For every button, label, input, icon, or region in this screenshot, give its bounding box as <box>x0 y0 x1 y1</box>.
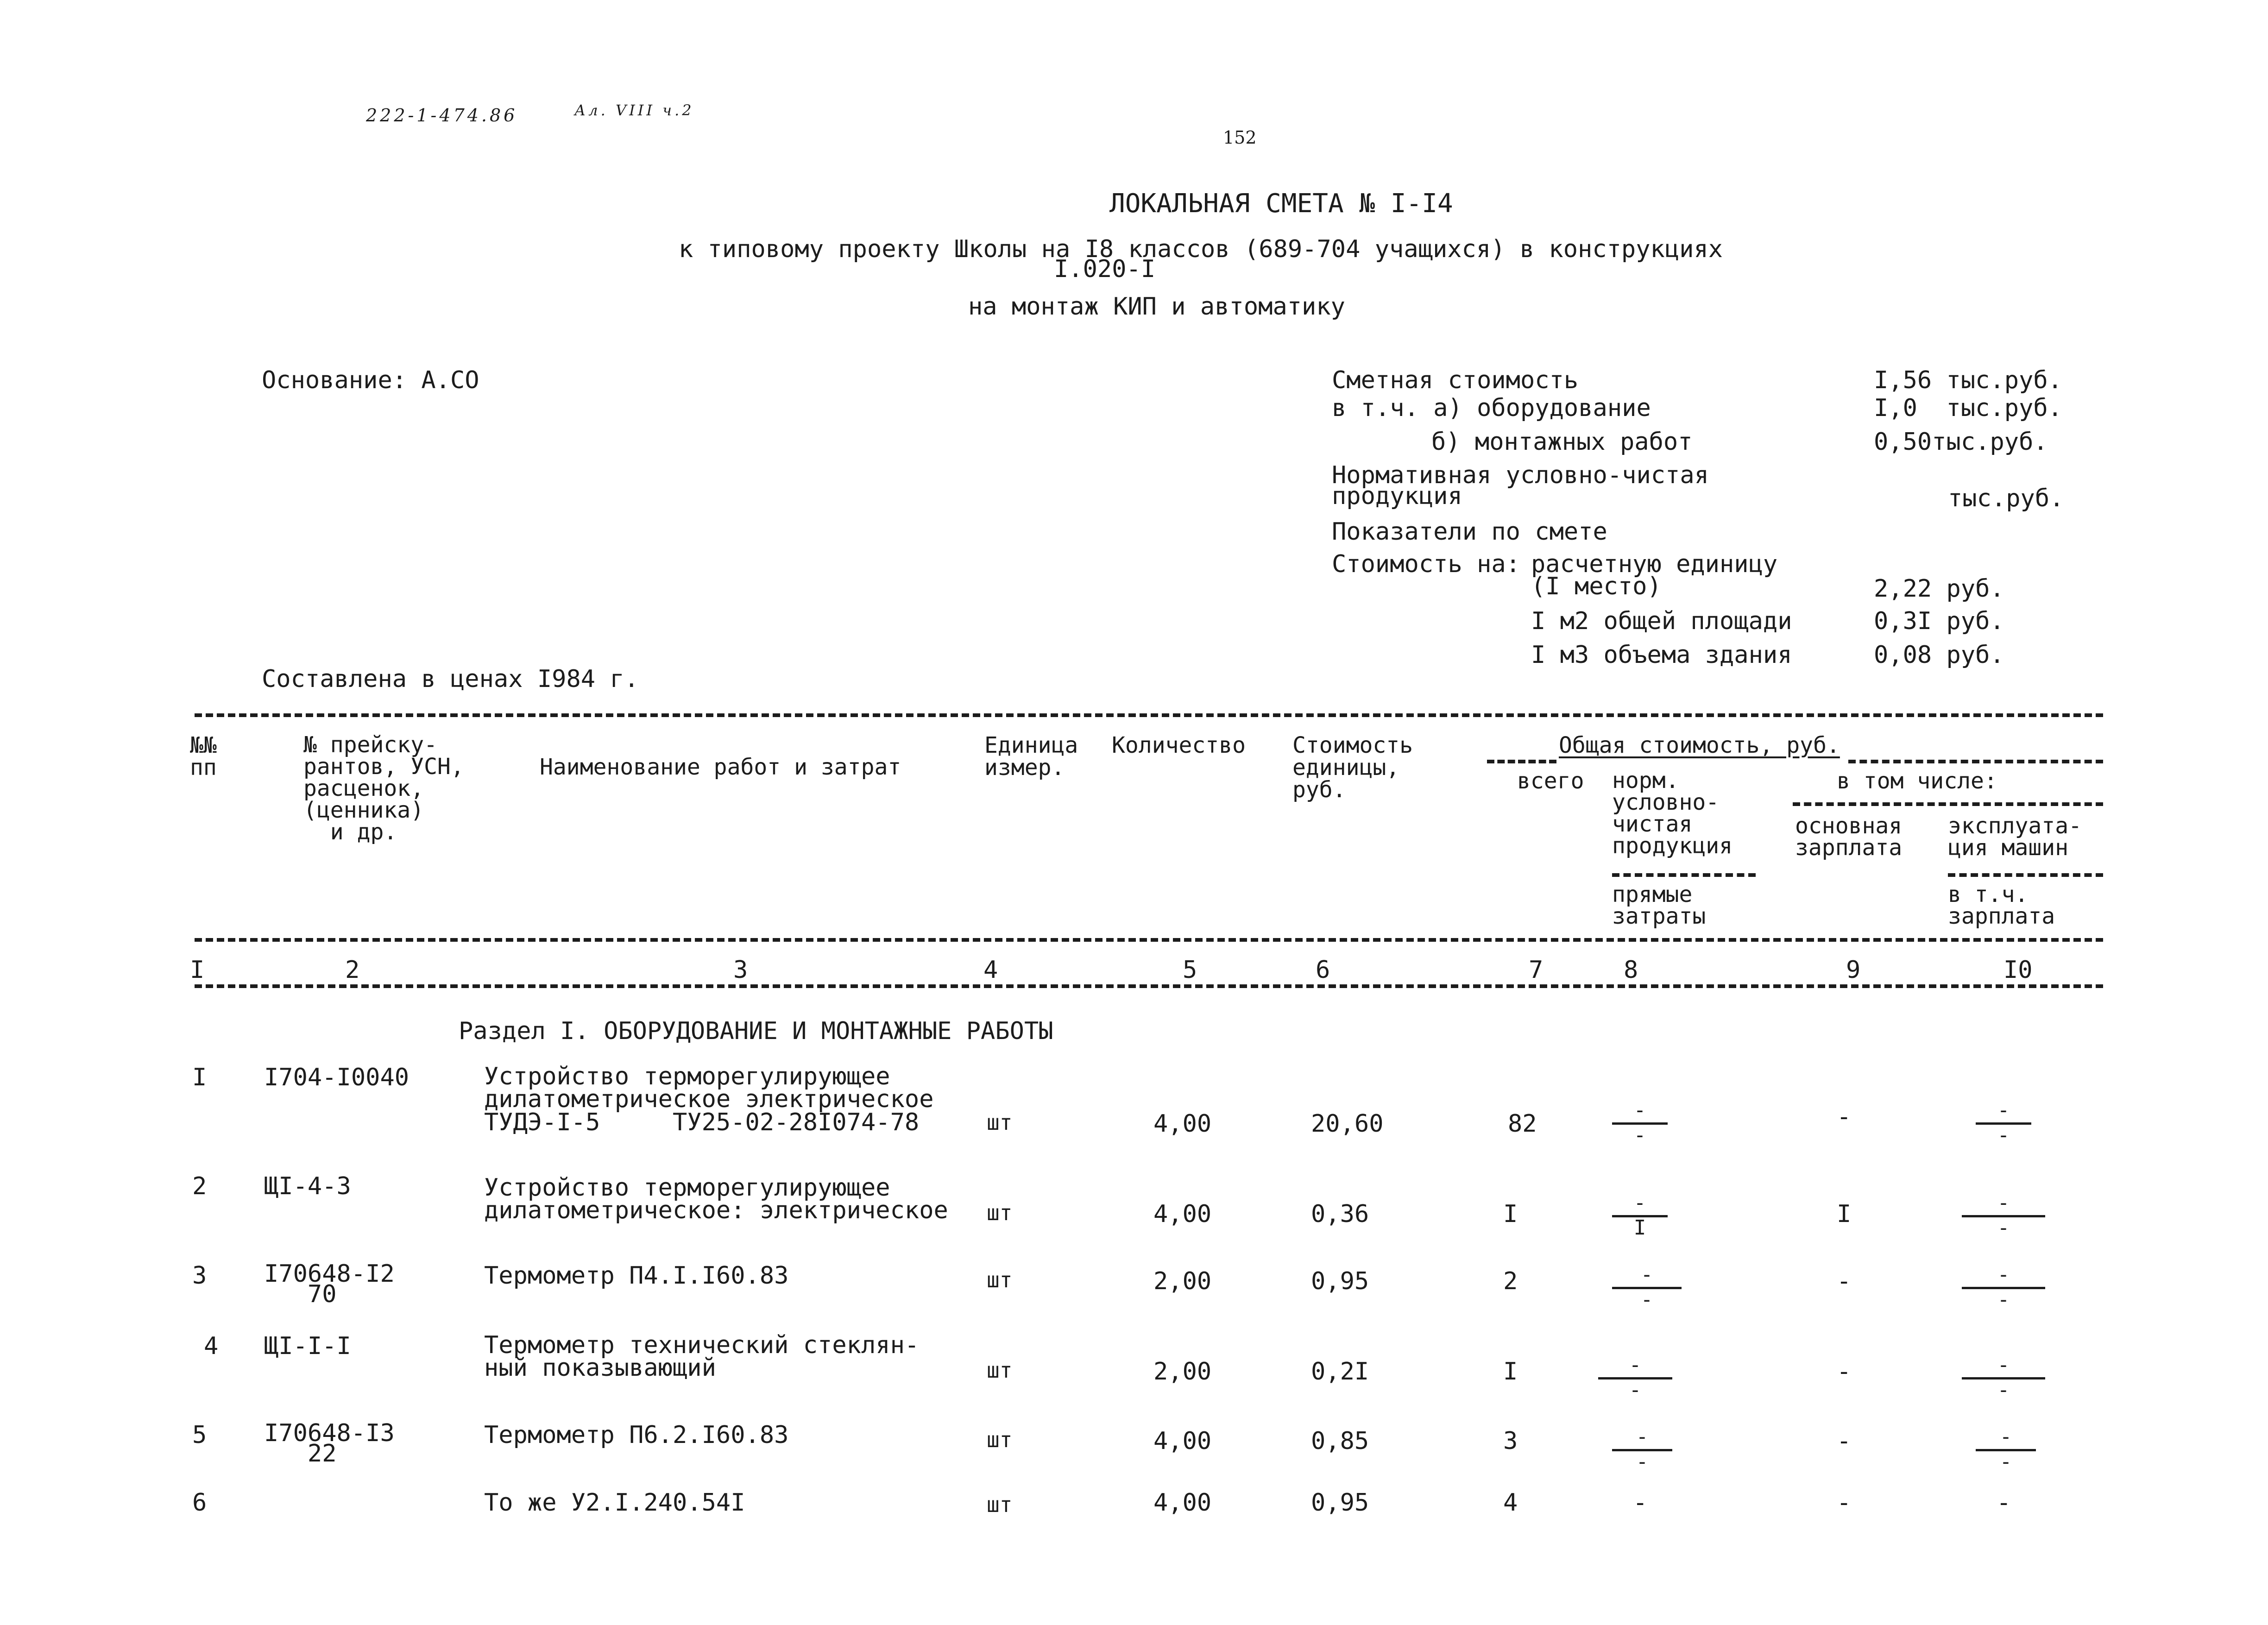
subtitle-line-1: к типовому проекту Школы на I8 классов (689-704 учащихся) в конструкциях <box>679 235 1723 263</box>
fraction-top: - <box>1629 1353 1642 1377</box>
row-quantity: 2,00 <box>1153 1358 1212 1386</box>
total-group-rule-left <box>1487 760 1556 763</box>
volume-value: 0,08 руб. <box>1874 641 2004 669</box>
col-header-direct-costs: прямые затраты <box>1612 882 1706 930</box>
row-quantity: 2,00 <box>1153 1267 1212 1295</box>
row-total: 3 <box>1503 1427 1518 1455</box>
row-code: I70648-I2 70 <box>264 1260 395 1309</box>
col-header-name: Наименование работ и затрат <box>540 754 901 780</box>
row-code: ЩI-4-3 <box>264 1172 351 1200</box>
row-machine-operation: - <box>1997 1489 2011 1517</box>
unit-label-2: (I место) <box>1531 573 1662 600</box>
row-name: Устройство терморегулирующее дилатометрическое электрическое ТУДЭ-I-5 ТУ25-02-28I074-78 <box>484 1063 934 1136</box>
fraction-top: - <box>1997 1263 2010 1286</box>
row-number: 3 <box>192 1262 207 1290</box>
col-header-base-salary: основная зарплата <box>1795 813 1903 861</box>
row-machine-fraction <box>1976 1425 2036 1474</box>
row-number: 6 <box>192 1489 207 1517</box>
installation-value: 0,50тыс.руб. <box>1874 428 2048 456</box>
row-norm-production-fraction <box>1598 1353 1672 1402</box>
row-unit: шт <box>987 1358 1013 1383</box>
row-total: I <box>1503 1358 1518 1386</box>
column-number: 5 <box>1183 956 1197 984</box>
row-total: I <box>1503 1200 1518 1228</box>
col-header-norm-production: норм. условно- чистая продукция <box>1612 768 1733 859</box>
row-machine-fraction <box>1962 1191 2045 1240</box>
col-header-quantity: Количество <box>1112 732 1246 758</box>
row-code: I704-I0040 <box>264 1064 410 1091</box>
norm-production-label-2: продукция <box>1332 482 1462 510</box>
row-total: 82 <box>1508 1110 1537 1138</box>
page-number: 152 <box>1223 127 1257 148</box>
norm-production-rule <box>1612 873 1756 877</box>
row-name: Устройство терморегулирующее дилатометрическое: электрическое <box>484 1174 948 1225</box>
row-unit: шт <box>987 1110 1013 1135</box>
col-header-code: № прейску- рантов, УСН, расценок, (ценника) и др. <box>303 732 464 845</box>
norm-production-value: тыс.руб. <box>1948 485 2064 512</box>
col-header-total: всего <box>1517 768 1584 794</box>
row-name: Термометр технический стеклян- ный показывающий <box>484 1331 920 1382</box>
row-quantity: 4,00 <box>1153 1110 1212 1138</box>
col-header-machine-operation: эксплуата- ция машин <box>1948 813 2082 861</box>
fraction-bottom: - <box>1997 1378 2010 1402</box>
equipment-value: I,0 тыс.руб. <box>1874 394 2062 422</box>
row-name: Термометр П4.I.I60.83 <box>484 1262 789 1290</box>
column-number: I0 <box>2003 956 2033 984</box>
row-unit: шт <box>987 1492 1013 1517</box>
column-number: 7 <box>1529 956 1544 984</box>
col-header-unit-cost: Стоимость единицы, руб. <box>1292 732 1413 803</box>
fraction-bottom: - <box>1629 1378 1642 1402</box>
row-number: I <box>192 1064 207 1091</box>
basis-label: Основание: А.СО <box>262 366 479 394</box>
machine-operation-rule <box>1948 873 2103 877</box>
row-name: То же У2.I.240.54I <box>484 1489 745 1517</box>
header-bottom-rule <box>195 938 2103 942</box>
volume-label: I м3 объема здания <box>1531 641 1792 669</box>
row-machine-fraction <box>1962 1263 2045 1311</box>
column-number: I <box>190 956 205 984</box>
fraction-bottom: - <box>1997 1123 2010 1147</box>
row-norm-production-fraction <box>1612 1263 1682 1311</box>
fraction-bottom: - <box>1633 1123 1646 1147</box>
row-machine-fraction <box>1962 1353 2045 1402</box>
row-unit-cost: 0,2I <box>1311 1358 1369 1386</box>
subtitle-line-3: на монтаж КИП и автоматику <box>968 293 1345 321</box>
row-machine-fraction <box>1976 1098 2031 1147</box>
fraction-bottom: - <box>1640 1288 1653 1311</box>
fraction-top: - <box>1640 1263 1653 1286</box>
row-base-salary: - <box>1837 1489 1852 1517</box>
row-number: 2 <box>192 1172 207 1200</box>
cost-value: I,56 тыс.руб. <box>1874 366 2062 394</box>
col-header-incl: в том числе: <box>1837 768 1997 794</box>
fraction-bottom: - <box>1997 1216 2010 1240</box>
row-total: 4 <box>1503 1489 1518 1517</box>
area-label: I м2 общей площади <box>1531 607 1792 635</box>
row-number: 5 <box>192 1421 207 1449</box>
cost-on-label: Стоимость на: <box>1332 550 1520 578</box>
equipment-label: в т.ч. а) оборудование <box>1332 394 1651 422</box>
fraction-bottom: - <box>1999 1450 2012 1474</box>
unit-value: 2,22 руб. <box>1874 575 2004 603</box>
price-level-note: Составлена в ценах I984 г. <box>262 665 639 693</box>
area-value: 0,3I руб. <box>1874 607 2004 635</box>
fraction-top: - <box>1633 1098 1646 1122</box>
header-top-rule <box>195 713 2103 717</box>
row-base-salary: - <box>1837 1103 1852 1131</box>
unit-label-1: расчетную единицу <box>1531 550 1778 578</box>
row-number: 4 <box>204 1332 219 1360</box>
row-unit: шт <box>987 1200 1013 1225</box>
row-unit-cost: 20,60 <box>1311 1110 1384 1138</box>
fraction-top: - <box>1997 1098 2010 1122</box>
indicators-label: Показатели по смете <box>1332 518 1607 546</box>
row-unit-cost: 0,85 <box>1311 1427 1369 1455</box>
row-unit-cost: 0,36 <box>1311 1200 1369 1228</box>
installation-label: б) монтажных работ <box>1431 428 1693 456</box>
col-header-total-group: Общая стоимость, руб. <box>1559 732 1840 758</box>
row-base-salary: - <box>1837 1267 1852 1295</box>
row-code: I70648-I3 22 <box>264 1419 395 1468</box>
section-title: Раздел I. ОБОРУДОВАНИЕ И МОНТАЖНЫЕ РАБОТЫ <box>459 1017 1053 1045</box>
cost-label: Сметная стоимость <box>1332 366 1579 394</box>
row-base-salary: - <box>1837 1358 1852 1386</box>
column-number-rule <box>195 984 2103 988</box>
row-unit: шт <box>987 1267 1013 1292</box>
fraction-top: - <box>1997 1191 2010 1215</box>
row-unit: шт <box>987 1427 1013 1452</box>
total-group-rule-right <box>1848 760 2103 763</box>
fraction-bottom: I <box>1633 1216 1646 1240</box>
row-quantity: 4,00 <box>1153 1427 1212 1455</box>
fraction-top: - <box>1633 1191 1646 1215</box>
column-number: 4 <box>983 956 998 984</box>
column-number: 6 <box>1316 956 1330 984</box>
fraction-bottom: - <box>1997 1288 2010 1311</box>
column-number: 9 <box>1846 956 1861 984</box>
document-code: 222-1-474.86 <box>366 105 518 126</box>
fraction-top: - <box>1997 1353 2010 1377</box>
fraction-bottom: - <box>1636 1450 1649 1474</box>
row-base-salary: - <box>1837 1427 1852 1455</box>
column-number: 8 <box>1624 956 1638 984</box>
row-quantity: 4,00 <box>1153 1489 1212 1517</box>
column-number: 2 <box>345 956 360 984</box>
row-unit-cost: 0,95 <box>1311 1267 1369 1295</box>
row-norm-production-fraction <box>1612 1425 1672 1474</box>
row-base-salary: I <box>1837 1200 1852 1228</box>
norm-production-label-1: Нормативная условно-чистая <box>1332 461 1709 489</box>
row-quantity: 4,00 <box>1153 1200 1212 1228</box>
incl-rule <box>1793 802 2103 806</box>
subtitle-line-2: I.020-I <box>1054 255 1156 283</box>
col-header-unit: Единица измер. <box>984 732 1078 781</box>
album-note: Ал. VIII ч.2 <box>574 101 694 119</box>
row-norm-production-fraction <box>1612 1191 1668 1240</box>
row-unit-cost: 0,95 <box>1311 1489 1369 1517</box>
row-total: 2 <box>1503 1267 1518 1295</box>
column-number: 3 <box>733 956 748 984</box>
row-norm-production-fraction <box>1612 1098 1668 1147</box>
col-header-number: №№ пп <box>190 732 217 781</box>
col-header-machine-salary: в т.ч. зарплата <box>1948 882 2055 930</box>
row-code: ЩI-I-I <box>264 1332 351 1360</box>
fraction-top: - <box>1636 1425 1649 1449</box>
estimate-title: ЛОКАЛЬНАЯ СМЕТА № I-I4 <box>1109 189 1453 219</box>
row-name: Термометр П6.2.I60.83 <box>484 1421 789 1449</box>
row-norm-production: - <box>1633 1489 1648 1517</box>
fraction-top: - <box>1999 1425 2012 1449</box>
